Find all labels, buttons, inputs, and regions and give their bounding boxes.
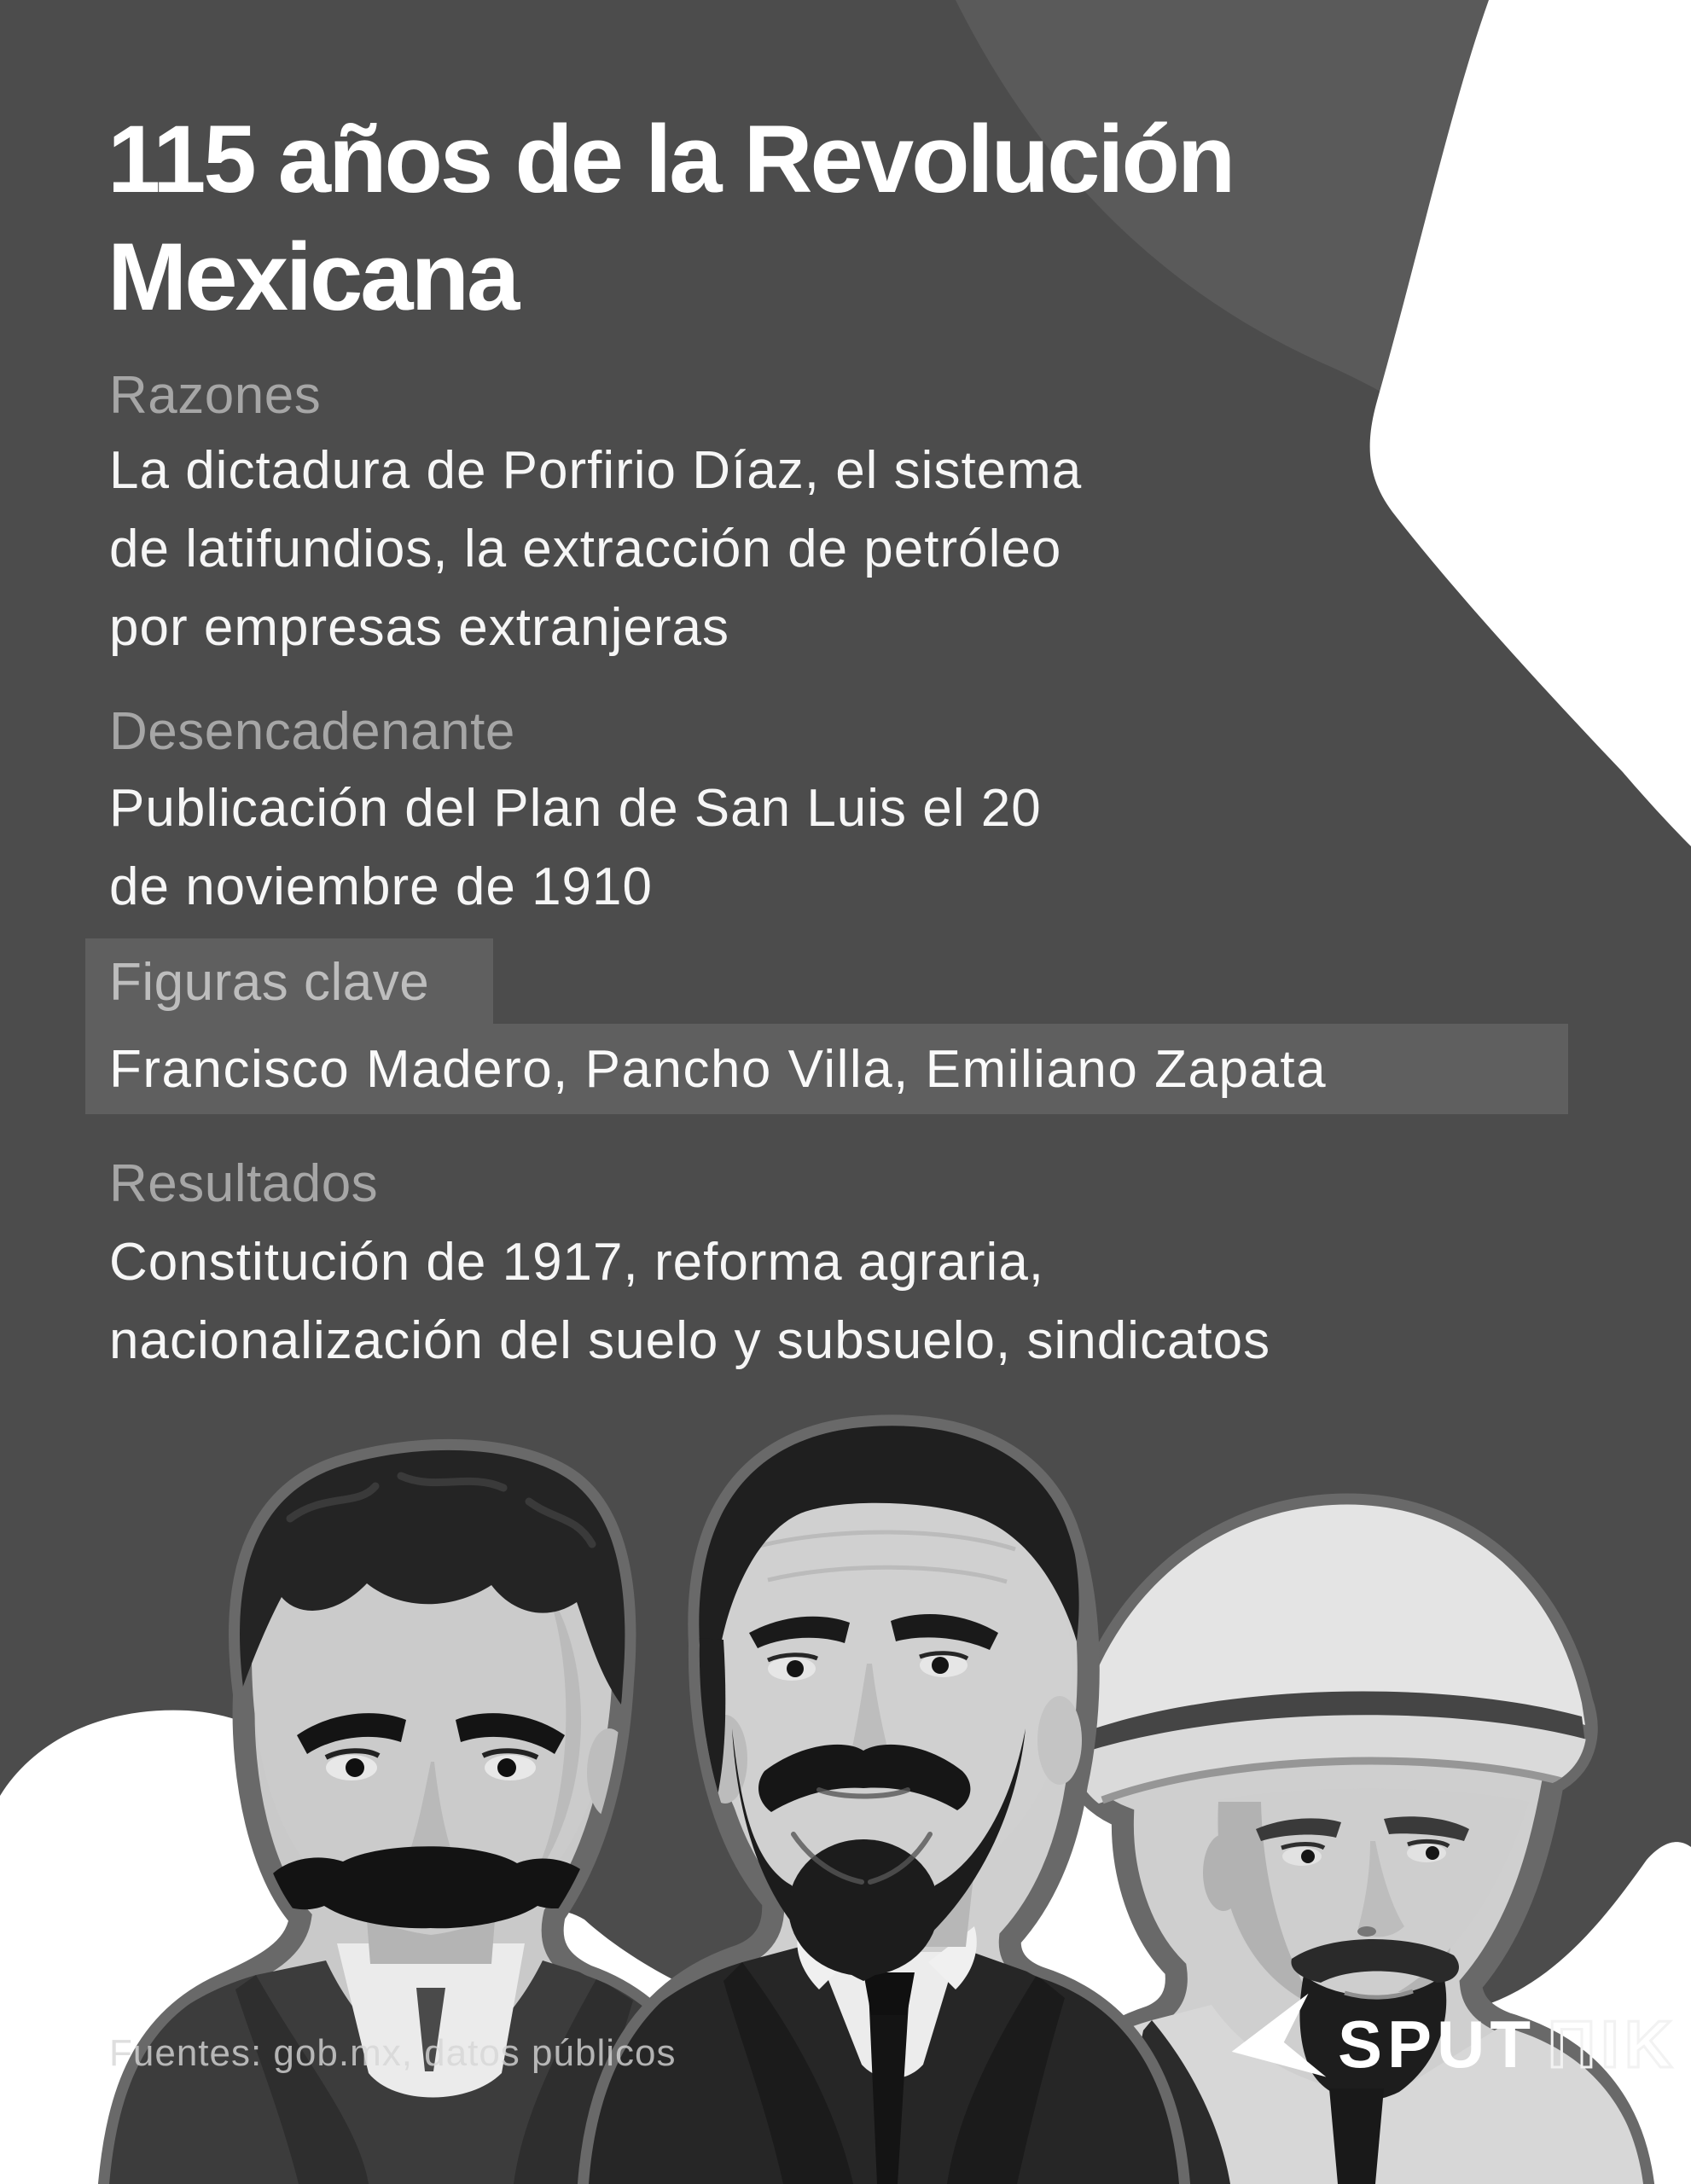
razones-line-3: por empresas extranjeras bbox=[109, 598, 729, 657]
sputnik-wordmark-outline: ПIK bbox=[1548, 2007, 1678, 2082]
title-line-1: 115 años de la Revolución bbox=[108, 106, 1234, 212]
resultados-line-1: Constitución de 1917, reforma agraria, bbox=[109, 1233, 1045, 1292]
section-body-desencadenante bbox=[109, 770, 1042, 926]
section-label-resultados: Resultados bbox=[109, 1154, 379, 1213]
sources-note: Fuentes: gob.mx, datos públicos bbox=[109, 2032, 677, 2074]
page-title bbox=[108, 101, 1233, 336]
section-label-desencadenante: Desencadenante bbox=[109, 702, 515, 761]
title-line-2: Mexicana bbox=[108, 224, 518, 330]
sputnik-arrow-icon bbox=[1217, 1990, 1334, 2098]
sputnik-wordmark-solid: SPUT bbox=[1338, 2007, 1537, 2082]
section-body-razones bbox=[109, 432, 1082, 667]
figures-names-line: Francisco Madero, Pancho Villa, Emiliano Zapata bbox=[109, 1040, 1328, 1099]
section-label-razones: Razones bbox=[109, 366, 322, 425]
resultados-line-2: nacionalización del suelo y subsuelo, sindicatos bbox=[109, 1311, 1271, 1370]
section-label-figuras-clave: Figuras clave bbox=[109, 953, 430, 1012]
razones-line-1: La dictadura de Porfirio Díaz, el sistema bbox=[109, 441, 1083, 500]
desencadenante-line-2: de noviembre de 1910 bbox=[109, 857, 654, 916]
razones-line-2: de latifundios, la extracción de petróleo bbox=[109, 520, 1062, 578]
desencadenante-line-1: Publicación del Plan de San Luis el 20 bbox=[109, 779, 1042, 838]
section-body-resultados bbox=[109, 1223, 1270, 1380]
sputnik-logo bbox=[1225, 2000, 1677, 2088]
